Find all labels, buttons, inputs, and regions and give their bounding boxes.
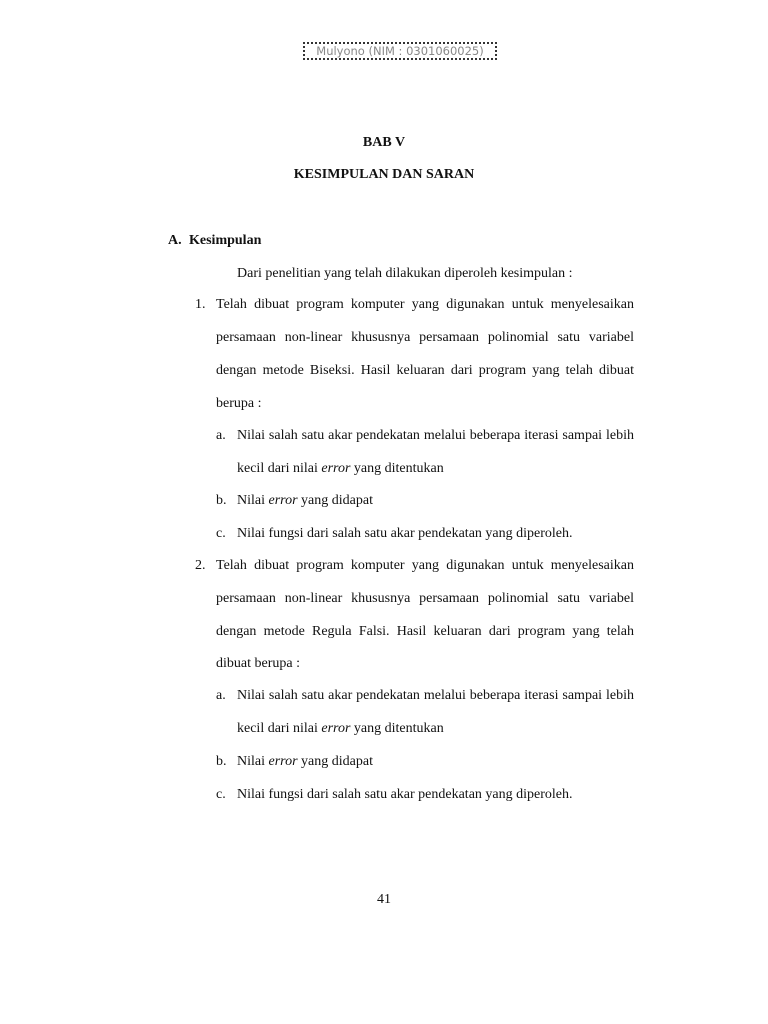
sub-item-marker: b. — [216, 754, 227, 769]
sub-item-line: Nilai error yang didapat — [237, 754, 373, 769]
item-line: dibuat berupa : — [216, 656, 300, 671]
sub-item-line: kecil dari nilai error yang ditentukan — [237, 721, 444, 736]
item-number: 2. — [195, 558, 206, 573]
sub-item-line: Nilai fungsi dari salah satu akar pendekatan yang diperoleh. — [237, 787, 573, 802]
sub-item-line: Nilai fungsi dari salah satu akar pendekatan yang diperoleh. — [237, 526, 573, 541]
item-line: persamaan non-linear khususnya persamaan polinomial satu variabel — [216, 330, 634, 345]
sub-item-line: Nilai salah satu akar pendekatan melalui beberapa iterasi sampai lebih — [237, 428, 634, 443]
sub-item-marker: a. — [216, 688, 226, 703]
item-line: dengan metode Biseksi. Hasil keluaran dari program yang telah dibuat — [216, 363, 634, 378]
sub-item-line: Nilai error yang didapat — [237, 493, 373, 508]
item-line: Telah dibuat program komputer yang digunakan untuk menyelesaikan — [216, 558, 634, 573]
chapter-title: KESIMPULAN DAN SARAN — [293, 167, 475, 182]
sub-item-marker: a. — [216, 428, 226, 443]
chapter-heading: BAB V — [362, 135, 406, 150]
item-line: berupa : — [216, 396, 262, 411]
sub-item-marker: c. — [216, 526, 226, 541]
intro-paragraph: Dari penelitian yang telah dilakukan diperoleh kesimpulan : — [237, 266, 573, 281]
section-title: Kesimpulan — [189, 233, 262, 248]
item-number: 1. — [195, 297, 206, 312]
section-marker: A. — [168, 233, 182, 248]
watermark-stamp: Mulyono (NIM : 0301060025) — [303, 42, 497, 60]
sub-item-marker: c. — [216, 787, 226, 802]
item-line: Telah dibuat program komputer yang digunakan untuk menyelesaikan — [216, 297, 634, 312]
item-line: dengan metode Regula Falsi. Hasil keluaran dari program yang telah — [216, 624, 634, 639]
sub-item-marker: b. — [216, 493, 227, 508]
page-number: 41 — [377, 892, 391, 907]
item-line: persamaan non-linear khususnya persamaan polinomial satu variabel — [216, 591, 634, 606]
sub-item-line: kecil dari nilai error yang ditentukan — [237, 461, 444, 476]
sub-item-line: Nilai salah satu akar pendekatan melalui beberapa iterasi sampai lebih — [237, 688, 634, 703]
